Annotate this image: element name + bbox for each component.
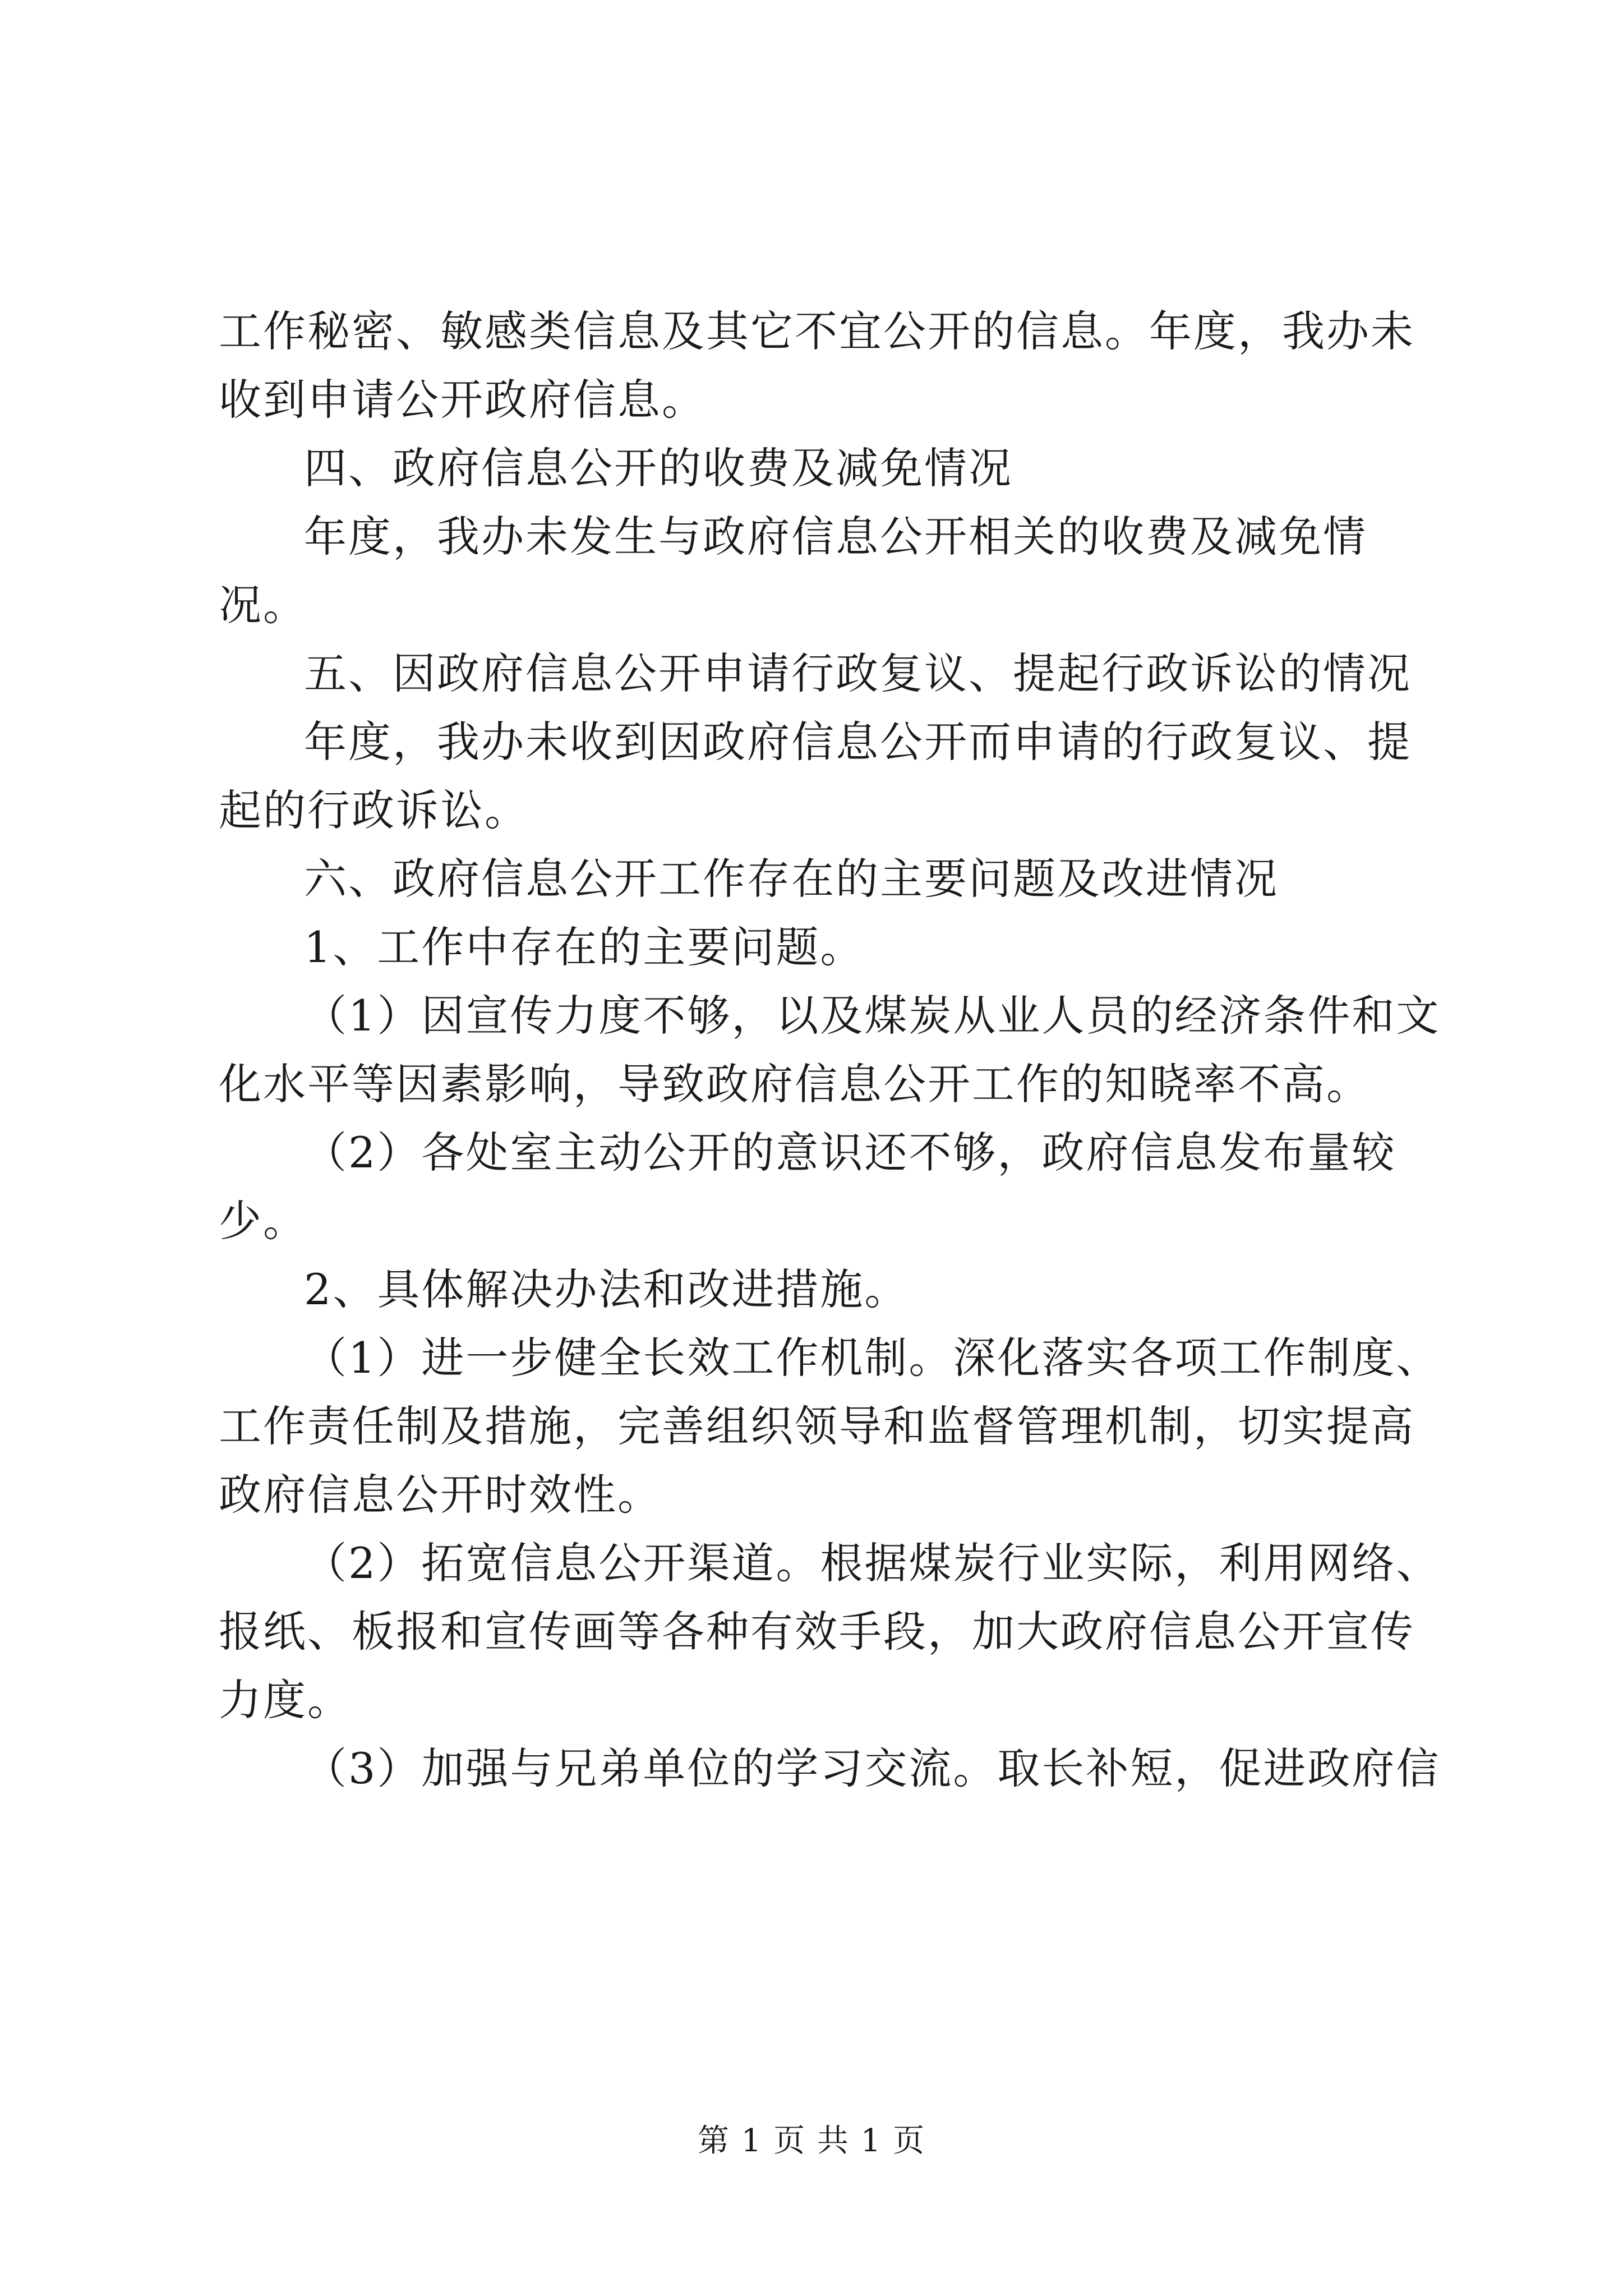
issue-item-1: （1）因宣传力度不够，以及煤炭从业人员的经济条件和文化水平等因素影响，导致政府信息公开工作的知晓率不高。: [219, 991, 1441, 1109]
page-footer: [0, 2122, 1623, 2161]
measure-item-1: （1）进一步健全长效工作机制。深化落实各项工作制度、工作责任制及措施，完善组织领导和监督管理机制，切实提高政府信息公开时效性。: [219, 1333, 1441, 1520]
subsection-heading-1: 1、工作中存在的主要问题。: [304, 922, 865, 972]
paragraph-review: 年度，我办未收到因政府信息公开而申请的行政复议、提起的行政诉讼。: [219, 717, 1412, 835]
paragraph-fees: 年度，我办未发生与政府信息公开相关的收费及减免情况。: [219, 512, 1367, 630]
paragraph-continued: 工作秘密、敏感类信息及其它不宜公开的信息。年度，我办未收到申请公开政府信息。: [219, 306, 1415, 425]
issue-item-2: （2）各处室主动公开的意识还不够，政府信息发布量较少。: [219, 1128, 1396, 1246]
section-heading-4: 四、政府信息公开的收费及减免情况: [304, 443, 1013, 493]
measure-item-2: （2）拓宽信息公开渠道。根据煤炭行业实际，利用网络、报纸、板报和宣传画等各种有效手段，加大政府信息公开宣传力度。: [219, 1538, 1441, 1725]
subsection-heading-2: 2、具体解决办法和改进措施。: [304, 1264, 909, 1314]
page-number-label: 第 1 页 共 1 页: [697, 2123, 926, 2159]
measure-item-3: （3）加强与兄弟单位的学习交流。取长补短，促进政府信: [304, 1743, 1441, 1793]
section-heading-6: 六、政府信息公开工作存在的主要问题及改进情况: [304, 854, 1279, 904]
section-heading-5: 五、因政府信息公开申请行政复议、提起行政诉讼的情况: [304, 648, 1412, 698]
document-body: [219, 297, 1441, 1803]
